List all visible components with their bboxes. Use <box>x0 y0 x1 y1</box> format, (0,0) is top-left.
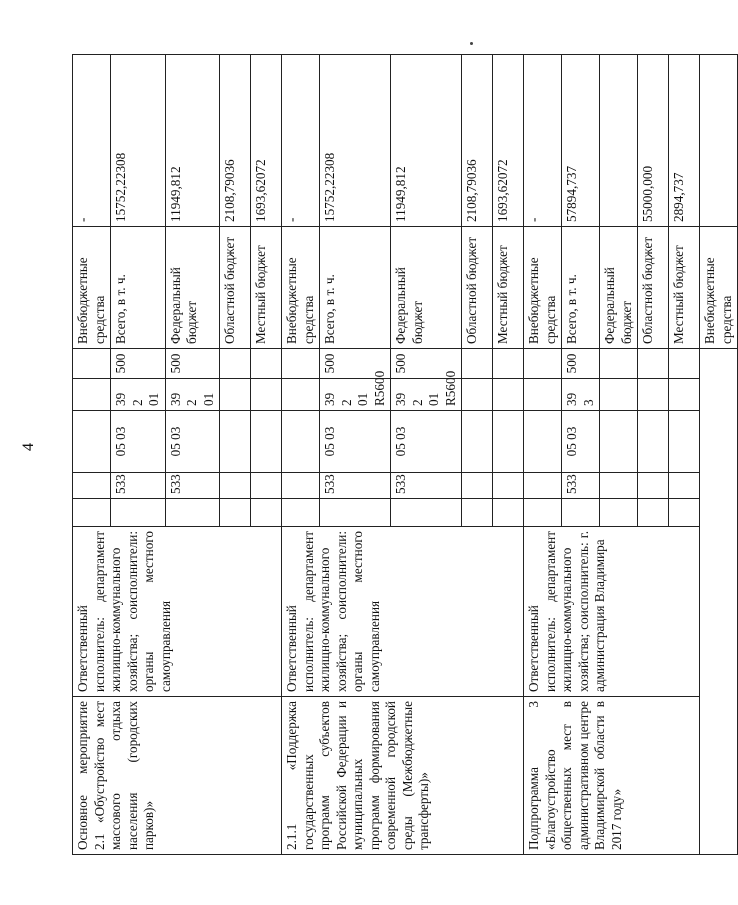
target-article-cell <box>251 379 282 411</box>
section-code-cell <box>600 411 638 473</box>
grbs-code-cell: 533 <box>111 473 166 499</box>
section-code-cell: 05 03 <box>320 411 391 473</box>
measure-name-cell: Подпрограмма 3 «Благоустройство общественных мест в административном центре Владимирской области в 2017 году» <box>524 697 700 855</box>
table-row <box>73 55 111 855</box>
grbs-code-cell: 533 <box>165 473 220 499</box>
expense-type-cell <box>251 349 282 379</box>
amount-cell: 11949,812 <box>391 55 462 227</box>
amount-cell: - <box>282 55 320 227</box>
section-code-cell <box>638 411 669 473</box>
expense-type-cell: 500 <box>562 349 600 379</box>
funding-source-cell: Федеральный бюджет <box>600 227 638 349</box>
grbs-code-cell: 533 <box>320 473 391 499</box>
funding-source-cell: Областной бюджет <box>220 227 251 349</box>
blank-cell <box>320 499 391 527</box>
section-code-cell: 05 03 <box>111 411 166 473</box>
funding-source-cell: Внебюджетные средства <box>282 227 320 349</box>
table-row <box>700 55 738 855</box>
grbs-code-cell <box>251 473 282 499</box>
section-code-cell <box>462 411 493 473</box>
executor-cell: Ответственный исполнитель: департамент жилищно-коммунального хозяйства; соисполнители: органы местного самоуправления <box>73 527 282 697</box>
section-code-cell <box>669 411 700 473</box>
target-article-cell: 39 3 <box>562 379 600 411</box>
grbs-code-cell <box>638 473 669 499</box>
blank-cell <box>669 499 700 527</box>
target-article-cell <box>600 379 638 411</box>
amount-cell: 55000,000 <box>638 55 669 227</box>
target-article-cell <box>669 379 700 411</box>
target-article-cell: 39 2 01 R5600 <box>320 379 391 411</box>
table-row <box>524 55 562 855</box>
target-article-cell <box>220 379 251 411</box>
funding-source-cell: Местный бюджет <box>669 227 700 349</box>
funding-source-cell: Федеральный бюджет <box>165 227 220 349</box>
grbs-code-cell: 533 <box>391 473 462 499</box>
funding-source-cell: Внебюджетные средства <box>524 227 562 349</box>
funding-source-cell: Областной бюджет <box>462 227 493 349</box>
grbs-code-cell <box>600 473 638 499</box>
funding-source-cell: Областной бюджет <box>638 227 669 349</box>
target-article-cell: 39 2 01 R5600 <box>391 379 462 411</box>
amount-cell: 11949,812 <box>165 55 220 227</box>
section-code-cell: 05 03 <box>165 411 220 473</box>
section-code-cell <box>220 411 251 473</box>
expense-type-cell <box>73 349 111 379</box>
amount-cell: 2108,79036 <box>220 55 251 227</box>
page-number: 4 <box>20 443 37 451</box>
amount-cell: - <box>73 55 111 227</box>
blank-cell <box>111 499 166 527</box>
funding-source-cell: Всего, в т. ч. <box>562 227 600 349</box>
expense-type-cell: 500 <box>111 349 166 379</box>
blank-cell <box>251 499 282 527</box>
grbs-code-cell <box>73 473 111 499</box>
amount-cell: 2108,79036 <box>462 55 493 227</box>
grbs-code-cell <box>282 473 320 499</box>
blank-cell <box>462 499 493 527</box>
executor-cell: Ответственный исполнитель: департамент жилищно-коммунального хозяйства; соисполнитель: г. администрация Владимира <box>524 527 700 697</box>
grbs-code-cell <box>669 473 700 499</box>
amount-cell: 15752,22308 <box>320 55 391 227</box>
section-code-cell <box>493 411 524 473</box>
amount-cell <box>600 55 638 227</box>
target-article-cell: 39 2 01 <box>111 379 166 411</box>
target-article-cell <box>462 379 493 411</box>
target-article-cell <box>638 379 669 411</box>
rotated-table-container <box>72 55 734 855</box>
blank-cell <box>524 499 562 527</box>
section-code-cell <box>282 411 320 473</box>
amount-cell <box>700 55 738 227</box>
table-row <box>282 55 320 855</box>
grbs-code-cell <box>220 473 251 499</box>
blank-cell <box>220 499 251 527</box>
blank-cell <box>700 349 738 855</box>
target-article-cell <box>73 379 111 411</box>
funding-source-cell: Внебюджетные средства <box>73 227 111 349</box>
amount-cell: 2894,737 <box>669 55 700 227</box>
budget-table <box>72 54 738 855</box>
executor-cell: Ответственный исполнитель: департамент жилищно-коммунального хозяйства; соисполнители: органы местного самоуправления <box>282 527 524 697</box>
expense-type-cell: 500 <box>391 349 462 379</box>
blank-cell <box>391 499 462 527</box>
amount-cell: - <box>524 55 562 227</box>
target-article-cell <box>524 379 562 411</box>
blank-cell <box>600 499 638 527</box>
amount-cell: 57894,737 <box>562 55 600 227</box>
blank-cell <box>493 499 524 527</box>
section-code-cell: 05 03 <box>391 411 462 473</box>
blank-cell <box>282 499 320 527</box>
expense-type-cell <box>638 349 669 379</box>
blank-cell <box>73 499 111 527</box>
funding-source-cell: Внебюджетные средства <box>700 227 738 349</box>
expense-type-cell: 500 <box>320 349 391 379</box>
target-article-cell <box>493 379 524 411</box>
funding-source-cell: Всего, в т. ч. <box>111 227 166 349</box>
target-article-cell: 39 2 01 <box>165 379 220 411</box>
section-code-cell <box>524 411 562 473</box>
expense-type-cell <box>669 349 700 379</box>
expense-type-cell <box>600 349 638 379</box>
blank-cell <box>638 499 669 527</box>
section-code-cell: 05 03 <box>562 411 600 473</box>
table-body <box>73 55 738 855</box>
expense-type-cell <box>220 349 251 379</box>
scan-speck <box>470 42 473 45</box>
amount-cell: 1693,62072 <box>251 55 282 227</box>
funding-source-cell: Местный бюджет <box>493 227 524 349</box>
funding-source-cell: Местный бюджет <box>251 227 282 349</box>
expense-type-cell: 500 <box>165 349 220 379</box>
grbs-code-cell: 533 <box>562 473 600 499</box>
section-code-cell <box>251 411 282 473</box>
blank-cell <box>562 499 600 527</box>
funding-source-cell: Федеральный бюджет <box>391 227 462 349</box>
grbs-code-cell <box>462 473 493 499</box>
funding-source-cell: Всего, в т. ч. <box>320 227 391 349</box>
measure-name-cell: 2.1.1 «Поддержка государственных программ субъектов Российской Федерации и муниципальных программ формирования современной городской среды (Межбюджетные трансферты)» <box>282 697 524 855</box>
blank-cell <box>165 499 220 527</box>
amount-cell: 15752,22308 <box>111 55 166 227</box>
expense-type-cell <box>524 349 562 379</box>
section-code-cell <box>73 411 111 473</box>
expense-type-cell <box>282 349 320 379</box>
target-article-cell <box>282 379 320 411</box>
grbs-code-cell <box>524 473 562 499</box>
grbs-code-cell <box>493 473 524 499</box>
expense-type-cell <box>493 349 524 379</box>
expense-type-cell <box>462 349 493 379</box>
amount-cell: 1693,62072 <box>493 55 524 227</box>
measure-name-cell: Основное мероприятие 2.1 «Обустройство мест массового отдыха населения (городских парков)» <box>73 697 282 855</box>
